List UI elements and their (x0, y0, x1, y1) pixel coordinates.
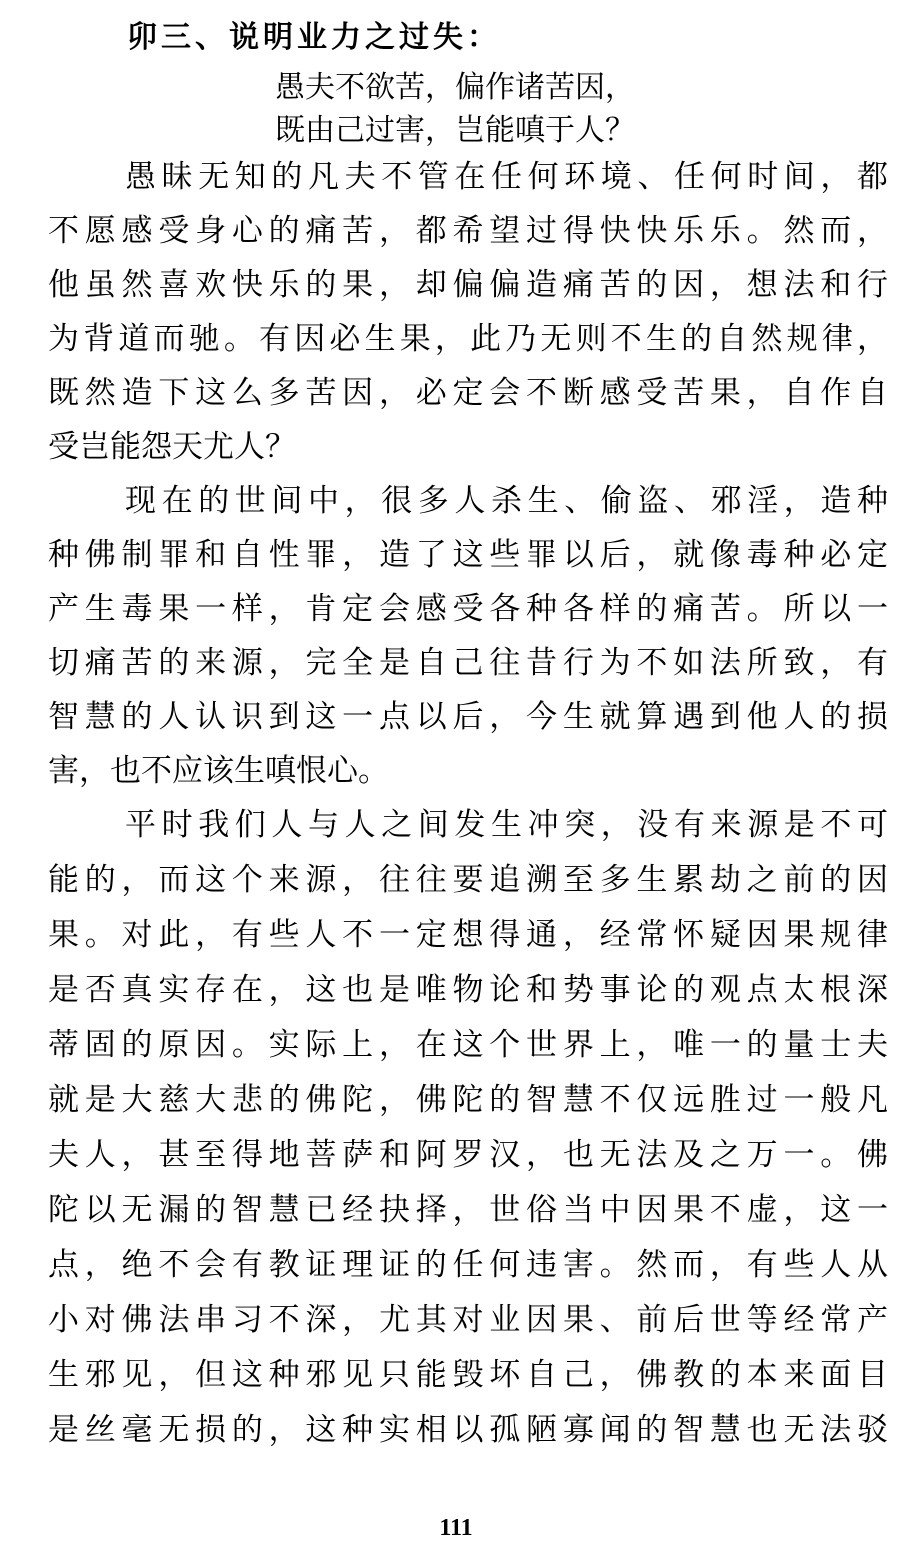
paragraph-2-line-2: 种佛制罪和自性罪，造了这些罪以后，就像毒种必定 (48, 537, 888, 573)
paragraph-1-line-3: 他虽然喜欢快乐的果，却偏偏造痛苦的因，想法和行 (48, 267, 888, 303)
paragraph-2-line-4: 切痛苦的来源，完全是自己往昔行为不如法所致，有 (48, 645, 888, 681)
paragraph-3-line-6: 就是大慈大悲的佛陀，佛陀的智慧不仅远胜过一般凡 (48, 1082, 888, 1118)
paragraph-3-line-12: 是丝毫无损的，这种实相以孤陋寡闻的智慧也无法驳 (48, 1412, 888, 1448)
page-number: 111 (439, 1515, 473, 1541)
paragraph-1-line-2: 不愿感受身心的痛苦，都希望过得快快乐乐。然而， (48, 213, 888, 249)
paragraph-3-line-8: 陀以无漏的智慧已经抉择，世俗当中因果不虚，这一 (48, 1192, 888, 1228)
paragraph-1-line-1: 愚昧无知的凡夫不管在任何环境、任何时间，都 (125, 159, 888, 195)
paragraph-2-line-3: 产生毒果一样，肯定会感受各种各样的痛苦。所以一 (48, 591, 888, 627)
paragraph-1-line-4: 为背道而驰。有因必生果，此乃无则不生的自然规律， (48, 321, 888, 357)
paragraph-3-line-2: 能的，而这个来源，往往要追溯至多生累劫之前的因 (48, 862, 888, 898)
paragraph-3-line-11: 生邪见，但这种邪见只能毁坏自己，佛教的本来面目 (48, 1357, 888, 1393)
verse-line: 既由己过害，岂能嗔于人？ (275, 113, 635, 148)
paragraph-3-line-7: 夫人，甚至得地菩萨和阿罗汉，也无法及之万一。佛 (48, 1137, 888, 1173)
paragraph-3-line-5: 蒂固的原因。实际上，在这个世界上，唯一的量士夫 (48, 1027, 888, 1063)
paragraph-3-line-4: 是否真实存在，这也是唯物论和势事论的观点太根深 (48, 972, 888, 1008)
verse-line: 愚夫不欲苦，偏作诸苦因， (275, 70, 635, 105)
section-heading: 卯三、说明业力之过失： (127, 20, 501, 55)
paragraph-3-line-10: 小对佛法串习不深，尤其对业因果、前后世等经常产 (48, 1302, 888, 1338)
paragraph-3-line-9: 点，绝不会有教证理证的任何违害。然而，有些人从 (48, 1247, 888, 1283)
paragraph-1-line-5: 既然造下这么多苦因，必定会不断感受苦果，自作自 (48, 375, 888, 411)
paragraph-2-line-6: 害，也不应该生嗔恨心。 (48, 753, 389, 789)
paragraph-1-line-6: 受岂能怨天尤人？ (48, 429, 296, 465)
paragraph-3-line-3: 果。对此，有些人不一定想得通，经常怀疑因果规律 (48, 917, 888, 953)
paragraph-2-line-1: 现在的世间中，很多人杀生、偷盗、邪淫，造种 (125, 483, 888, 519)
paragraph-2-line-5: 智慧的人认识到这一点以后，今生就算遇到他人的损 (48, 699, 888, 735)
paragraph-3-line-1: 平时我们人与人之间发生冲突，没有来源是不可 (125, 807, 888, 843)
